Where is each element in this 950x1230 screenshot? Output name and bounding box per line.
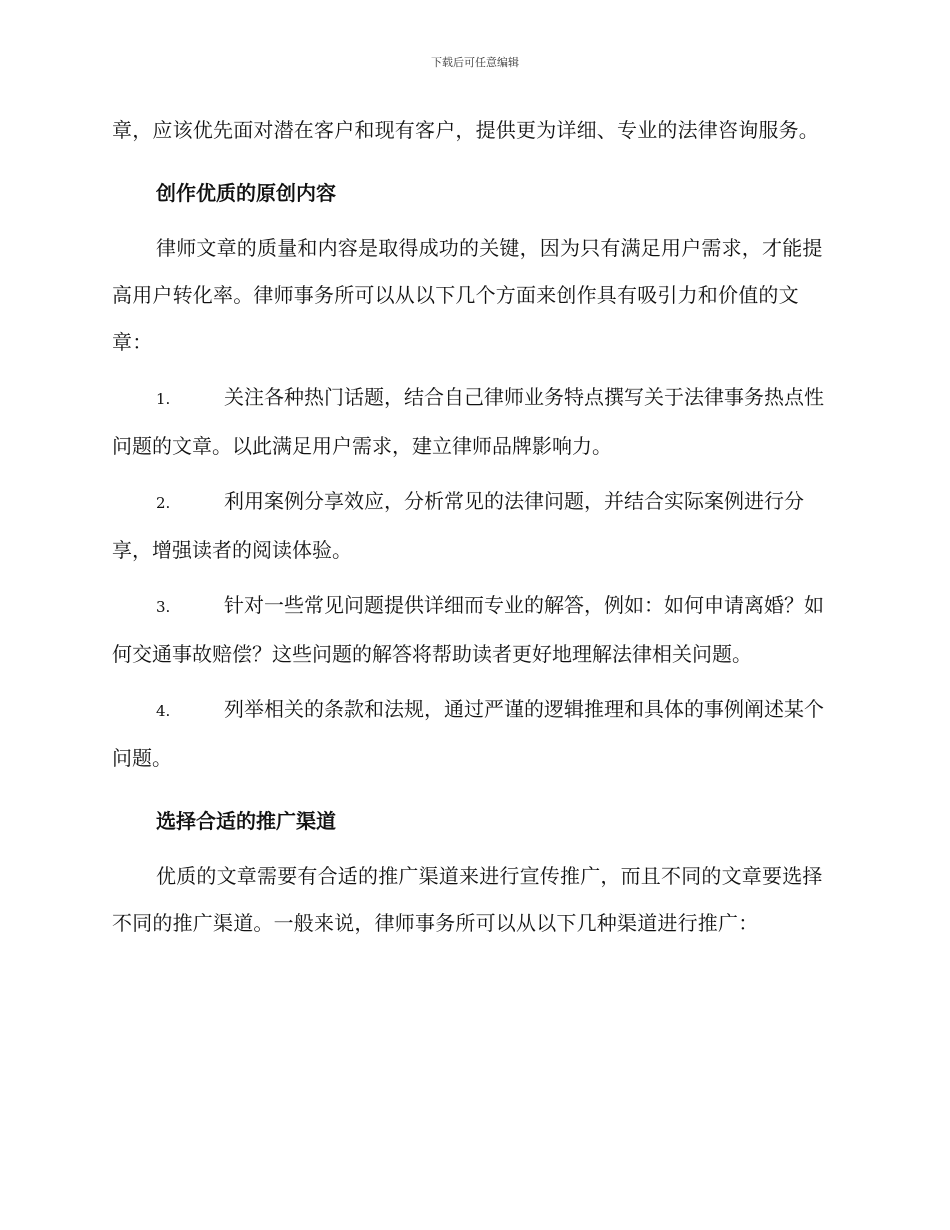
list-item [112,478,834,574]
list-item-text: 针对一些常见问题提供详细而专业的解答，例如：如何申请离婚？如何交通事故赔偿？这些问题的解答将帮助读者更好地理解法律相关问题。 [112,593,824,666]
list-item-text: 列举相关的条款和法规，通过严谨的逻辑推理和具体的事例阐述某个问题。 [112,697,824,770]
list-item [112,582,834,678]
section1-paragraph: 律师文章的质量和内容是取得成功的关键，因为只有满足用户需求，才能提高用户转化率。律师事务所可以从以下几个方面来创作具有吸引力和价值的文章： [112,236,823,354]
section-heading-promotion-channels: 选择合适的推广渠道 [156,809,336,833]
list-item [112,686,834,782]
list-item [112,374,834,470]
intro-continued-paragraph: 章，应该优先面对潜在客户和现有客户，提供更为详细、专业的法律咨询服务。 [112,118,819,142]
section-heading-original-content: 创作优质的原创内容 [156,181,336,205]
list-item-text: 关注各种热门话题，结合自己律师业务特点撰写关于法律事务热点性问题的文章。以此满足用户需求，建立律师品牌影响力。 [112,385,824,458]
list-item-number: 3. [156,598,171,616]
list-item-number: 4. [156,702,171,720]
list-item-number: 1. [156,390,171,408]
document-body [112,107,834,947]
page-header: 下载后可任意编辑 [431,56,519,69]
section2-paragraph: 优质的文章需要有合适的推广渠道来进行宣传推广，而且不同的文章要选择不同的推广渠道。一般来说，律师事务所可以从以下几种渠道进行推广： [112,864,823,935]
list-item-number: 2. [156,494,171,512]
list-item-text: 利用案例分享效应，分析常见的法律问题，并结合实际案例进行分享，增强读者的阅读体验。 [112,489,804,562]
